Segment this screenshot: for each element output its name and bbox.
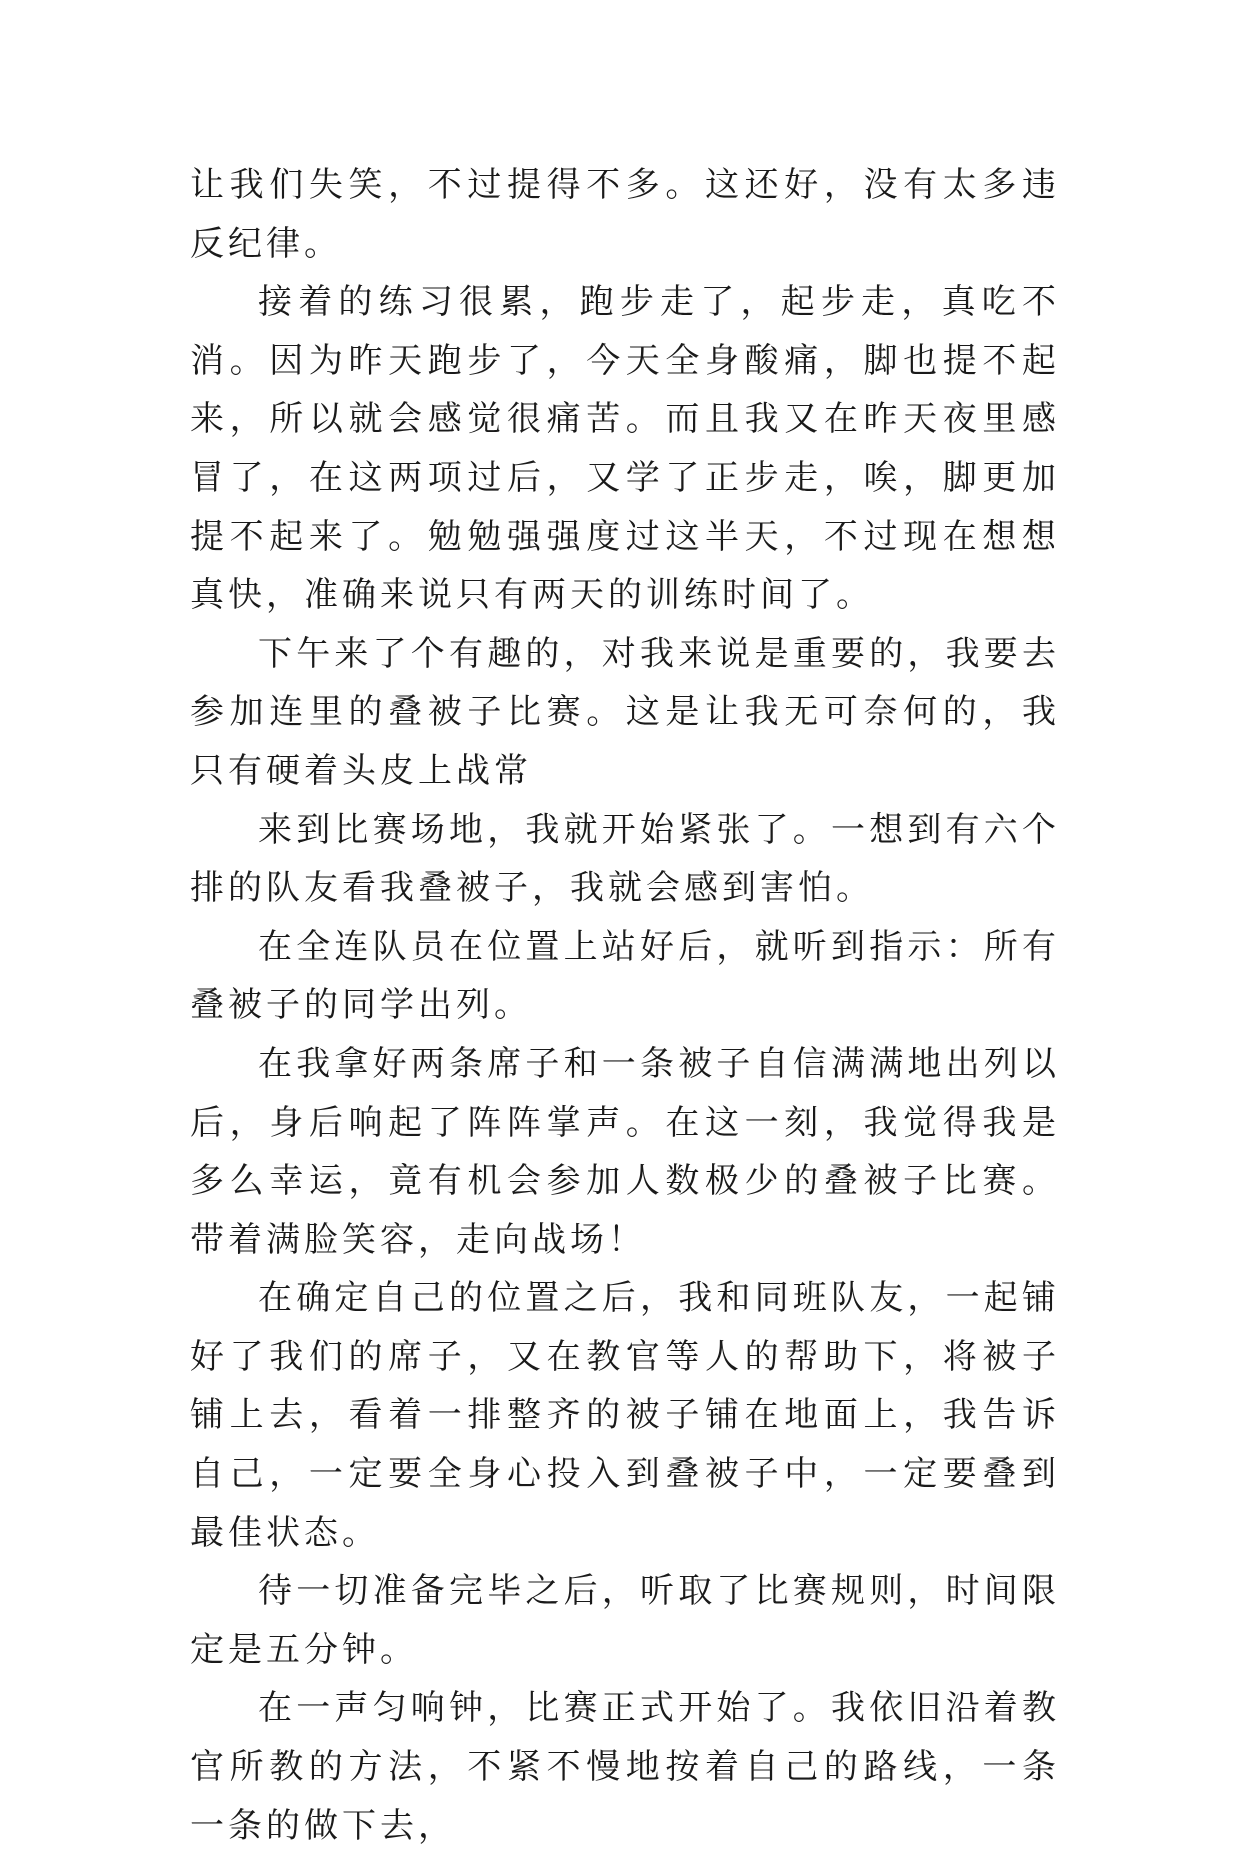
- paragraph: 在我拿好两条席子和一条被子自信满满地出列以后，身后响起了阵阵掌声。在这一刻，我觉得我是多么幸运，竟有机会参加人数极少的叠被子比赛。带着满脸笑容，走向战场！: [190, 1043, 1060, 1260]
- paragraph: 待一切准备完毕之后，听取了比赛规则，时间限定是五分钟。: [190, 1571, 1060, 1670]
- paragraph: 接着的练习很累，跑步走了，起步走，真吃不消。因为昨天跑步了，今天全身酸痛，脚也提不起来，所以就会感觉很痛苦。而且我又在昨天夜里感冒了，在这两项过后，又学了正步走，唉，脚更加提不起来了。勉勉强强度过这半天，不过现在想想真快，准确来说只有两天的训练时间了。: [190, 282, 1060, 616]
- paragraph: 在一声匀响钟，比赛正式开始了。我依旧沿着教官所教的方法，不紧不慢地按着自己的路线，一条一条的做下去，: [190, 1688, 1060, 1846]
- body-text: [190, 156, 1060, 1855]
- paragraph-continuation: 让我们失笑，不过提得不多。这还好，没有太多违反纪律。: [190, 165, 1060, 264]
- paragraph: 在确定自己的位置之后，我和同班队友，一起铺好了我们的席子，又在教官等人的帮助下，将被子铺上去，看着一排整齐的被子铺在地面上，我告诉自己，一定要全身心投入到叠被子中，一定要叠到最佳状态。: [190, 1278, 1060, 1553]
- paragraph: 在全连队员在位置上站好后，就听到指示：所有叠被子的同学出列。: [190, 926, 1060, 1026]
- paragraph: 下午来了个有趣的，对我来说是重要的，我要去参加连里的叠被子比赛。这是让我无可奈何的，我只有硬着头皮上战常: [190, 633, 1060, 791]
- paragraph: 来到比赛场地，我就开始紧张了。一想到有六个排的队友看我叠被子，我就会感到害怕。: [190, 809, 1060, 909]
